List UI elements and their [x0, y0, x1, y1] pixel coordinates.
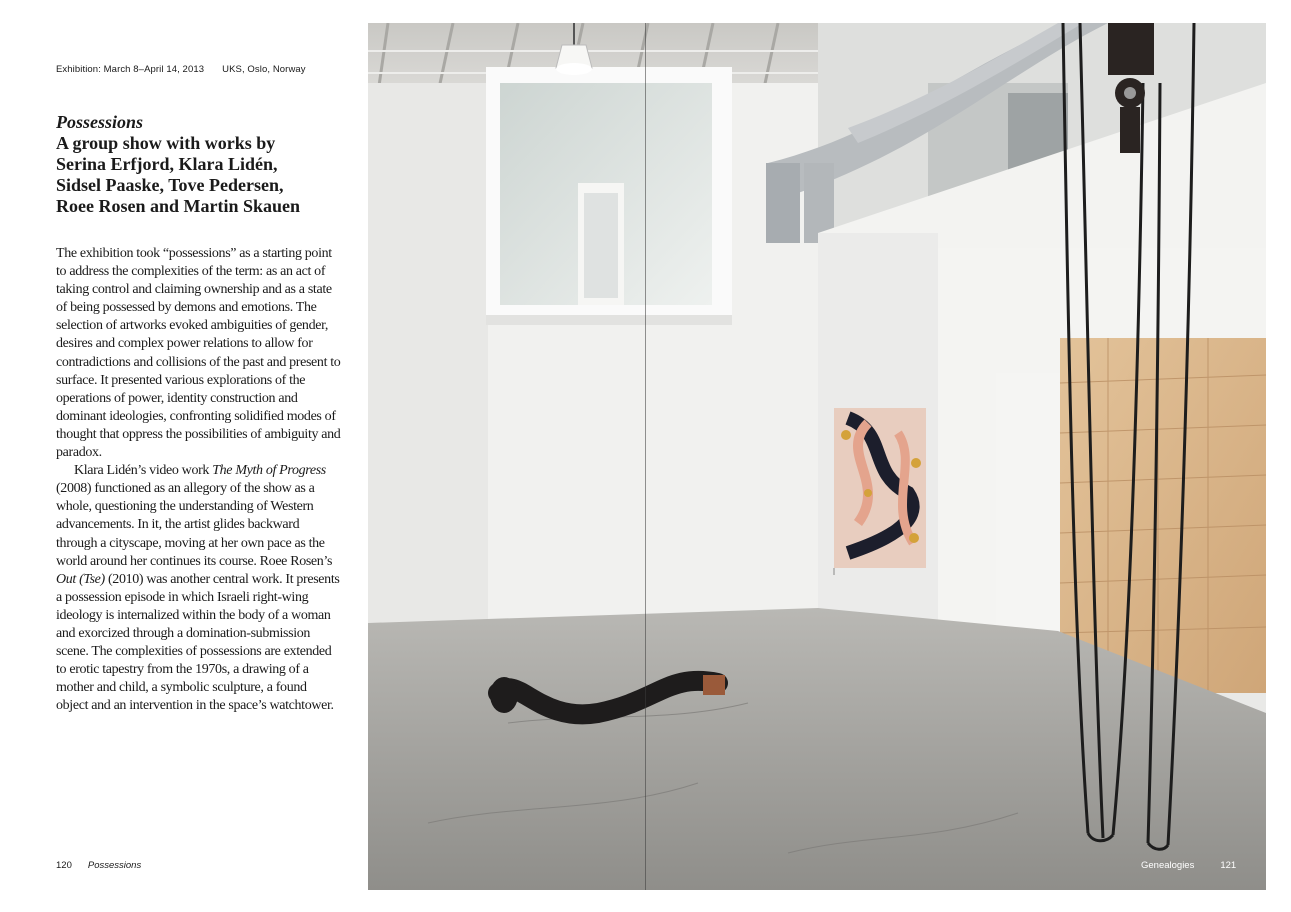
page-number-left: 120 — [56, 860, 72, 871]
footer-right — [1141, 860, 1236, 871]
footer-left — [56, 860, 141, 871]
exhibition-dates: Exhibition: March 8–April 14, 2013 — [56, 64, 205, 75]
running-section-left: Possessions — [87, 860, 142, 871]
page-title: Possessions — [56, 112, 144, 132]
body-text — [56, 245, 341, 715]
title-block — [56, 112, 346, 217]
work-title-myth-of-progress: The Myth of Progress — [212, 463, 326, 479]
exhibition-photo — [368, 23, 1266, 890]
paragraph-1: The exhibition took “possessions” as a starting point to address the complexities of the term: as an act of taking control and claiming ownership and as a state of being possessed by demons and emotions. The selection of artworks evoked ambiguities of gender, desires and complex power relations to allow for contradictions and collisions of the past and present to surface. It presented various explorations of the operations of power, identity construction and dominant ideologies, confronting solidified modes of thought that oppress the possibilities of ambiguity and paradox. — [56, 246, 341, 461]
work-title-out-tse: Out (Tse) — [56, 571, 105, 587]
paragraph-2-part-c: (2010) was another central work. It presents a possession episode in which Israeli right-wing ideology is internalized within the body of a woman and exorcized through a domination-submission scene. The complexities of possessions are extended to erotic tapestry from the 1970s, a drawing of a mother and child, a symbolic sculpture, a found object and an intervention in the space’s watchtower. — [56, 571, 340, 714]
exhibition-meta — [56, 64, 346, 75]
watchtower-box — [486, 67, 732, 325]
page-subtitle: A group show with works by Serina Erfjord, Klara Lidén, Sidsel Paaske, Tove Pedersen, Roee Rosen and Martin Skauen — [56, 133, 301, 216]
running-section-right: Genealogies — [1141, 860, 1195, 871]
gallery-illustration — [368, 23, 1266, 890]
paragraph-2-part-b: (2008) functioned as an allegory of the show as a whole, questioning the understanding of Western advancements. In it, the artist glides backward through a cityscape, moving at her own pace as the world around her continues its course. Roee Rosen’s — [56, 481, 333, 569]
paragraph-2 — [56, 462, 341, 715]
spine-gutter — [645, 23, 646, 890]
page-number-right: 121 — [1220, 860, 1237, 871]
exhibition-location: UKS, Oslo, Norway — [222, 64, 306, 75]
erotic-tapestry — [834, 408, 926, 575]
paragraph-2-part-a: Klara Lidén’s video work — [74, 463, 213, 479]
